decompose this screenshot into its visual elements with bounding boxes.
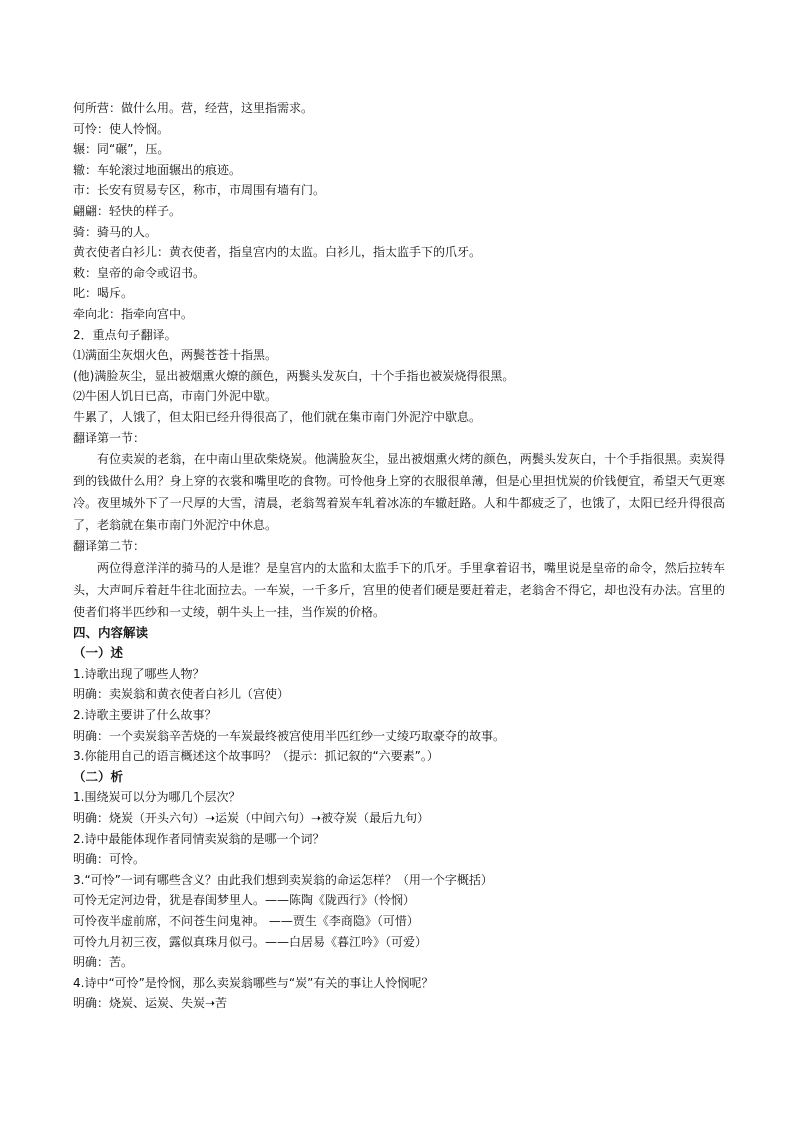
text-line: 可怜：使人怜悯。	[73, 121, 170, 136]
question-lines-narrate	[73, 664, 725, 767]
text-line: 牵向北：指牵向宫中。	[73, 306, 194, 321]
translation-label-2: 翻译第二节：	[73, 539, 146, 554]
text-line: 黄衣使者白衫儿：黄衣使者，指皇宫内的太监。白衫儿，指太监手下的爪牙。	[73, 245, 482, 260]
text-line: 牛累了，人饿了，但太阳已经升得很高了，他们就在集市南门外泥泞中歇息。	[73, 409, 482, 424]
text-line: 明确：苦。	[73, 955, 134, 970]
section-heading-content: 四、内容解读	[73, 624, 149, 640]
text-line: 骑：骑马的人。	[73, 224, 158, 239]
text-line: 4.诗中“可怜”是怜悯，那么卖炭翁哪些与“炭”有关的事让人怜悯呢？	[73, 975, 434, 990]
text-line: 明确：一个卖炭翁辛苦烧的一车炭最终被宫使用半匹红纱一丈绫巧取豪夺的故事。	[73, 728, 506, 743]
text-line: 1.诗歌出现了哪些人物？	[73, 666, 205, 681]
text-line: ⑴满面尘灰烟火色，两鬓苍苍十指黑。	[73, 348, 278, 363]
text-line: 翻译第一节：	[73, 430, 146, 445]
subheading-analyze: （二）析	[73, 768, 124, 784]
translation-paragraph-1: 有位卖炭的老翁，在中南山里砍柴烧炭。他满脸灰尘，显出被烟熏火烤的颜色，两鬓头发灰白，十个手指很黑。卖炭得到的钱做什么用？身上穿的衣裳和嘴里吃的食物。可怜他身上穿的衣服很单薄，但是心里担忧炭的价钱便宜，希望天气更寒冷。夜里城外下了一尺厚的大雪，清晨，老翁驾着炭车轧着冰冻的车辙赶路。人和牛都疲乏了，也饿了，太阳已经升得很高了，老翁就在集市南门外泥泞中休息。	[73, 452, 725, 533]
question-lines-analyze	[73, 787, 725, 1014]
text-line: 翩翩：轻快的样子。	[73, 203, 182, 218]
text-line: 市：长安有贸易专区，称市，市周围有墙有门。	[73, 183, 326, 198]
text-line: 可怜九月初三夜，露似真珠月似弓。——白居易《暮江吟》（可爱）	[73, 934, 428, 949]
text-line: 明确：烧炭、运炭、失炭➝苦	[73, 996, 228, 1011]
text-line: 2．重点句子翻译。	[73, 327, 177, 342]
text-line: 明确：烧炭（开头六句）➝运炭（中间六句）➝被夺炭（最后九句）	[73, 811, 430, 826]
text-line: 明确：卖炭翁和黄衣使者白衫儿（宫使）	[73, 687, 290, 702]
document-page	[73, 98, 725, 1014]
text-line: 2.诗歌主要讲了什么故事？	[73, 708, 217, 723]
text-line: 辗：同“碾”，压。	[73, 142, 170, 157]
text-line: 3.“可怜”一词有哪些含义？由此我们想到卖炭翁的命运怎样？（用一个字概括）	[73, 872, 493, 887]
annotation-lines	[73, 98, 725, 448]
text-line: 可怜夜半虚前席，不问苍生问鬼神。 ——贾生《李商隐》（可惜）	[73, 914, 419, 928]
text-line: 辙：车轮滚过地面辗出的痕迹。	[73, 162, 242, 177]
text-line: 3.你能用自己的语言概述这个故事吗？（提示：抓记叙的“六要素”。）	[73, 749, 439, 764]
text-line: 2.诗中最能体现作者同情卖炭翁的是哪一个词？	[73, 831, 325, 846]
text-line: 1.围绕炭可以分为哪几个层次？	[73, 790, 241, 805]
text-line: 叱：喝斥。	[73, 286, 134, 301]
text-line: 敕：皇帝的命令或诏书。	[73, 265, 206, 280]
subheading-narrate: （一）述	[73, 645, 124, 661]
text-line: 可怜无定河边骨，犹是春闺梦里人。——陈陶《陇西行》（怜悯）	[73, 893, 416, 908]
text-line: (他)满脸灰尘，显出被烟熏火燎的颜色，两鬓头发灰白，十个手指也被炭烧得很黑。	[73, 368, 515, 383]
translation-paragraph-2: 两位得意洋洋的骑马的人是谁？是皇宫内的太监和太监手下的爪牙。手里拿着诏书，嘴里说是皇帝的命令，然后拉转车头，大声呵斥着赶牛往北面拉去。一车炭，一千多斤，宫里的使者们硬是要赶着走，老翁舍不得它，却也没有办法。宫里的使者们将半匹纱和一丈绫，朝牛头上一挂，当作炭的价格。	[73, 560, 725, 619]
text-line: 明确：可怜。	[73, 852, 146, 867]
text-line: 何所营：做什么用。营，经营，这里指需求。	[73, 101, 314, 115]
text-line: ⑵牛困人饥日已高，市南门外泥中歇。	[73, 389, 278, 404]
